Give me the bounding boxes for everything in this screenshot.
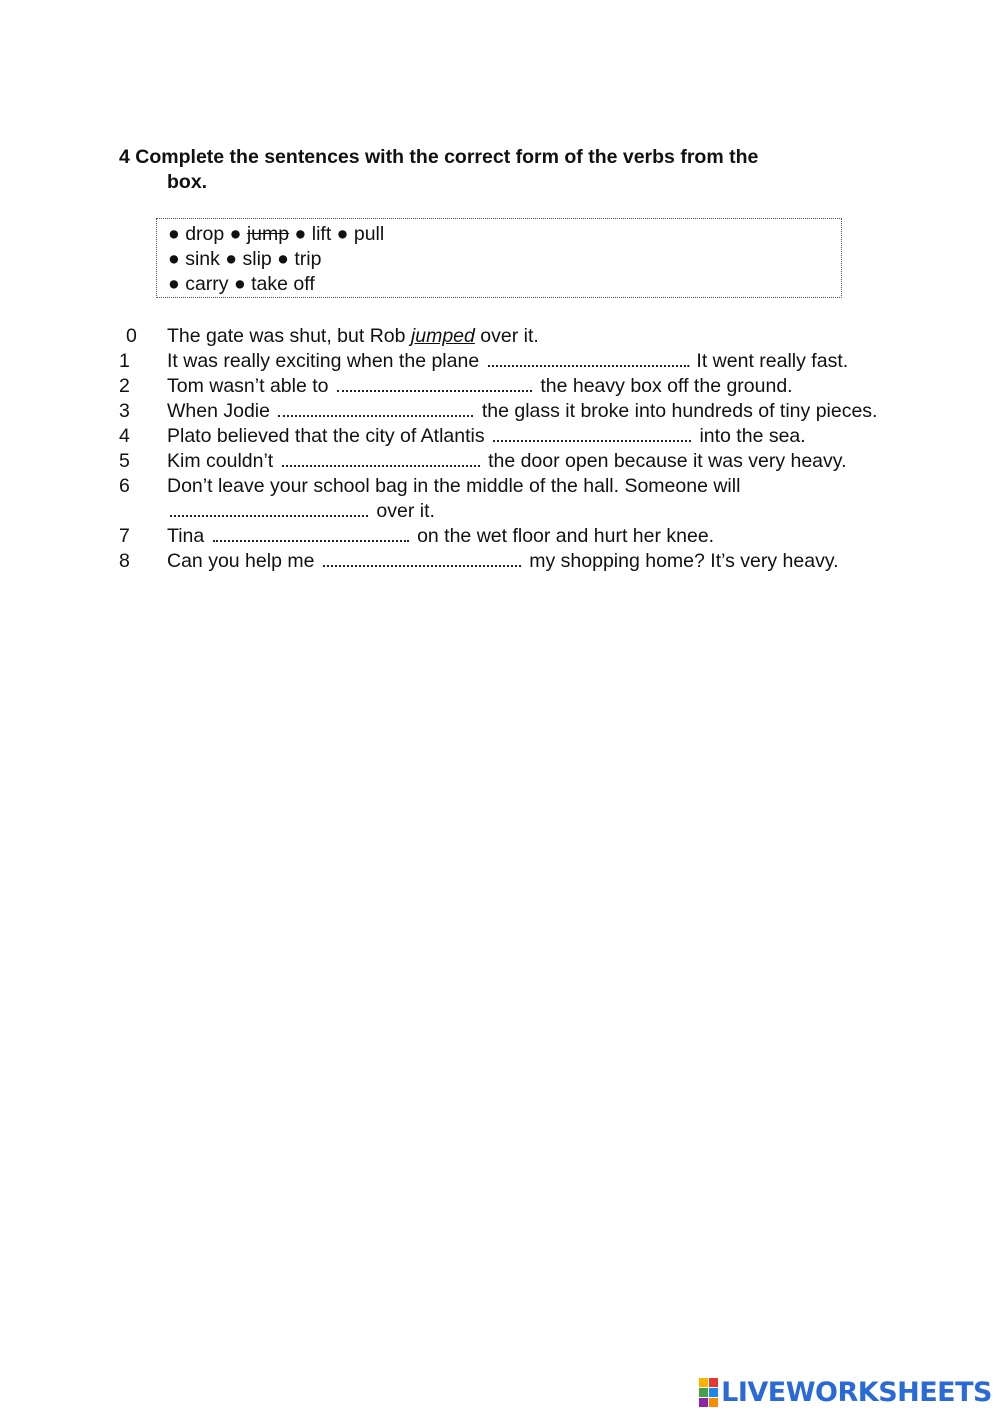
sentence-number: 5 <box>119 450 130 472</box>
sentence-text: Plato believed that the city of Atlantis <box>167 425 485 447</box>
sentence-text: on the wet floor and hurt her knee. <box>417 525 715 547</box>
sentence-text: . It went really fast. <box>685 350 849 372</box>
sentence-number: 7 <box>119 525 130 547</box>
answer-blank-3[interactable] <box>278 399 473 417</box>
sentence-text: Tom wasn’t able to <box>167 375 329 397</box>
sentence-5 <box>119 449 879 474</box>
sentence-number: 8 <box>119 550 130 572</box>
answer-blank-6[interactable] <box>170 499 368 517</box>
sentence-1 <box>119 349 879 374</box>
sentence-8 <box>119 549 879 574</box>
sentence-7 <box>119 524 879 549</box>
sentence-number: 0 <box>126 325 137 347</box>
answer-blank-2[interactable] <box>337 374 532 392</box>
sentence-list <box>119 324 879 574</box>
verb-struck-example: jump <box>246 223 290 245</box>
sentence-number: 1 <box>119 350 130 372</box>
sentence-number: 3 <box>119 400 130 422</box>
sentence-text: the door open because it was very heavy. <box>488 450 847 472</box>
answer-blank-8[interactable] <box>323 549 521 567</box>
sentence-text: The gate was shut, but Rob <box>167 325 411 347</box>
verb-line-3: ● carry ● take off <box>168 273 315 295</box>
sentence-text: Tina <box>167 525 205 547</box>
sentence-2 <box>119 374 879 399</box>
exercise-number: 4 <box>119 146 130 168</box>
sentence-number: 2 <box>119 375 130 397</box>
sentence-text: It was really exciting when the plane <box>167 350 480 372</box>
sentence-text: over it. <box>376 500 435 522</box>
sentence-number: 6 <box>119 475 130 497</box>
answer-blank-5[interactable] <box>282 449 480 467</box>
sentence-text: the heavy box off the ground. <box>540 375 793 397</box>
sentence-text: When Jodie <box>167 400 270 422</box>
logo-text: LIVEWORKSHEETS <box>721 1376 992 1408</box>
sentence-text: the glass it broke into hundreds of tiny pieces. <box>481 400 878 422</box>
sentence-example <box>119 324 879 349</box>
sentence-text: over it. <box>474 325 539 347</box>
sentence-text: into the sea. <box>699 425 806 447</box>
answer-blank-1[interactable] <box>488 349 686 367</box>
sentence-3 <box>119 399 879 424</box>
sentence-text: Don’t leave your school bag in the middle of the hall. Someone will <box>167 475 741 497</box>
sentence-number: 4 <box>119 425 130 447</box>
verb-text: ● drop ● <box>168 223 247 245</box>
sentence-text: Kim couldn’t <box>167 450 274 472</box>
verb-line-1 <box>168 222 841 247</box>
exercise-instruction <box>119 145 859 195</box>
answer-blank-7[interactable] <box>213 524 409 542</box>
answer-blank-4[interactable] <box>493 424 691 442</box>
instruction-line-2: box. <box>167 171 208 193</box>
instruction-line-1: Complete the sentences with the correct form of the verbs from the <box>135 146 759 168</box>
sentence-text: my shopping home? It’s very heavy. <box>529 550 839 572</box>
sentence-4 <box>119 424 879 449</box>
liveworksheets-logo-icon <box>699 1378 718 1407</box>
sentence-text: Can you help me <box>167 550 315 572</box>
verb-line-2: ● sink ● slip ● trip <box>168 248 322 270</box>
verb-text: ● lift ● pull <box>289 223 385 245</box>
sentence-6 <box>119 474 879 524</box>
example-answer: jumped <box>410 325 475 347</box>
liveworksheets-logo <box>699 1377 992 1407</box>
verb-box <box>156 218 842 298</box>
